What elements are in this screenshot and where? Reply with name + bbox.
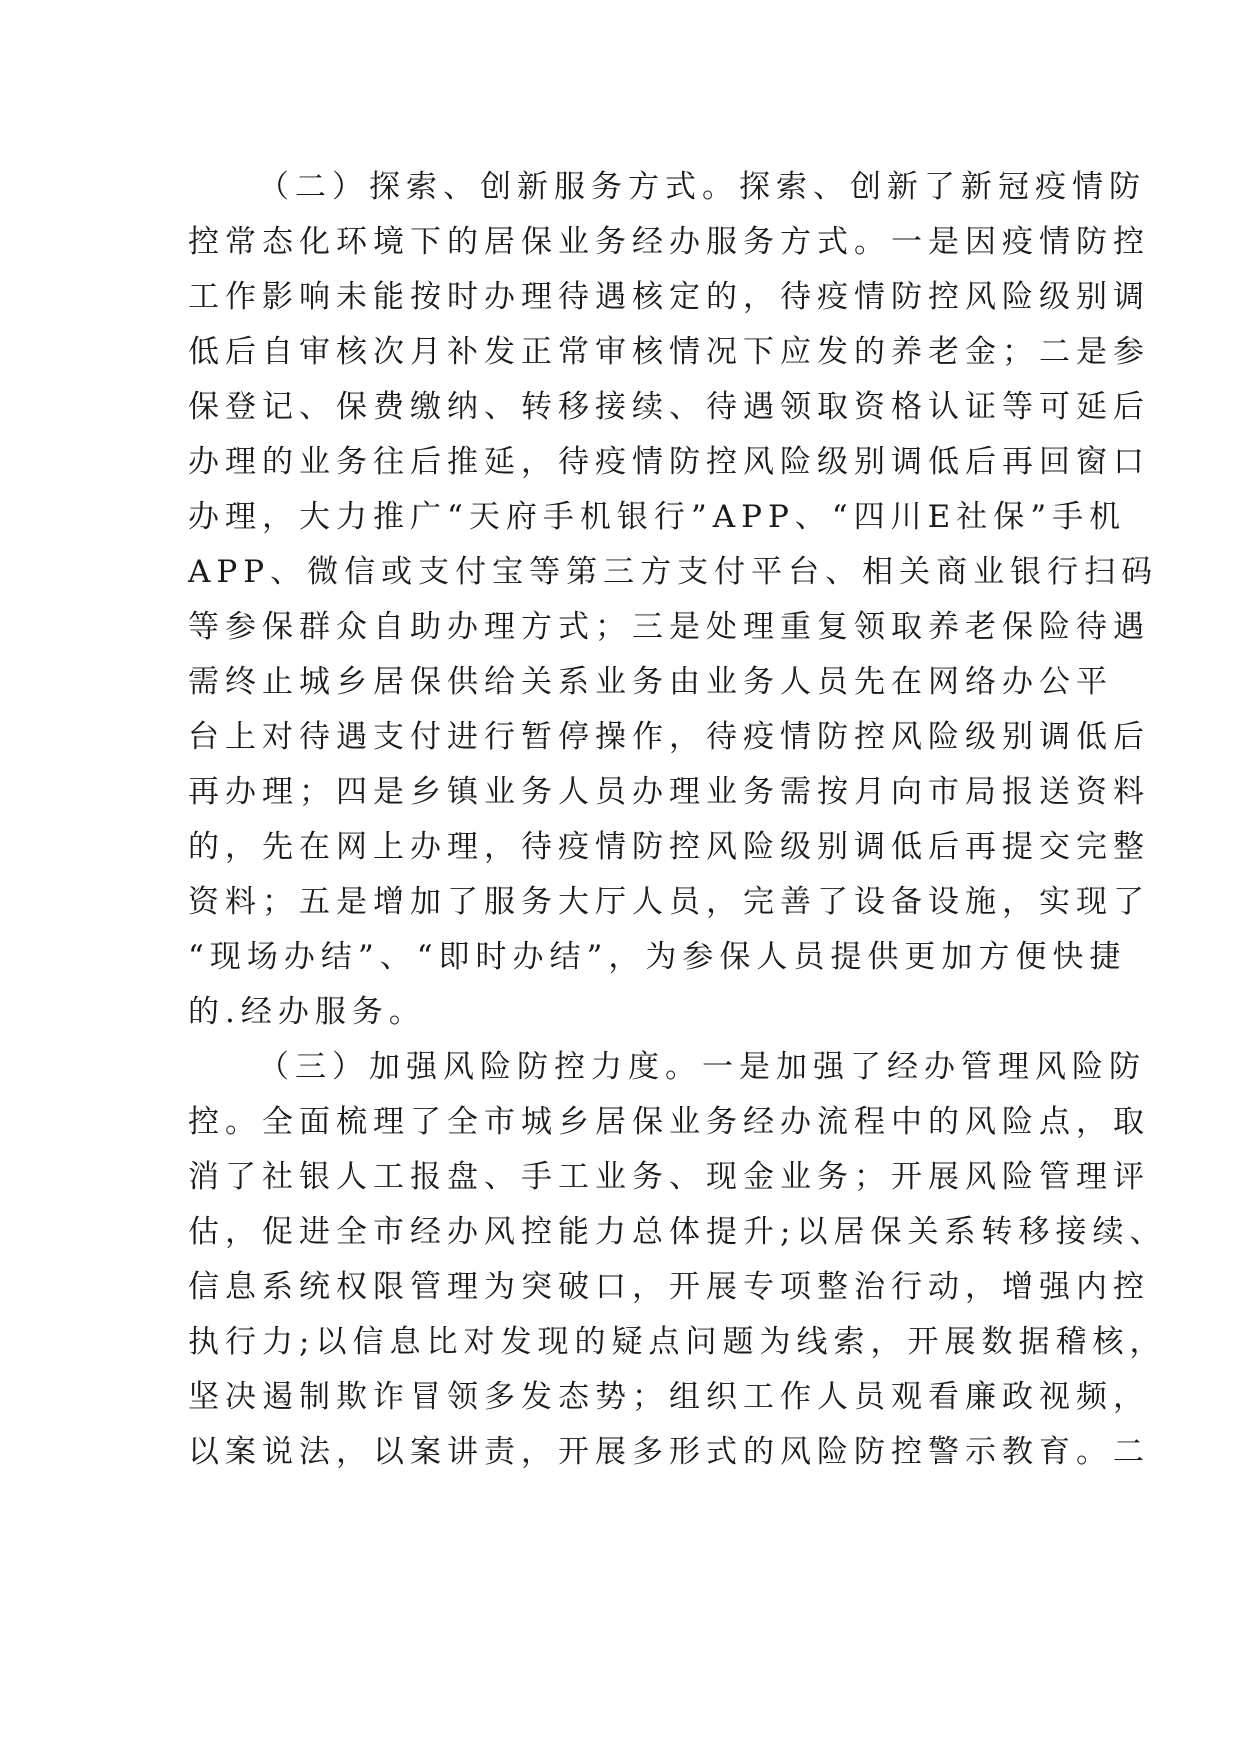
paragraph-line: 以案说法，以案讲责，开展多形式的风险防控警示教育。二 xyxy=(188,1434,1150,1470)
paragraph-line: 估，促进全市经办风控能力总体提升;以居保关系转移接续、 xyxy=(188,1214,1167,1250)
paragraph-line: 执行力;以信息比对发现的疑点问题为线索，开展数据稽核， xyxy=(188,1324,1167,1360)
paragraph-line: 低后自审核次月补发正常审核情况下应发的养老金；二是参 xyxy=(188,334,1150,370)
paragraph-risk-control xyxy=(188,1040,1167,1480)
paragraph-line: 保登记、保费缴纳、转移接续、待遇领取资格认证等可延后 xyxy=(188,389,1150,425)
paragraph-line: 消了社银人工报盘、手工业务、现金业务；开展风险管理评 xyxy=(188,1159,1150,1195)
paragraph-line: 需终止城乡居保供给关系业务由业务人员先在网络办公平 xyxy=(188,664,1113,700)
paragraph-line: 台上对待遇支付进行暂停操作，待疫情防控风险级别调低后 xyxy=(188,719,1150,755)
paragraph-service-innovation xyxy=(188,160,1159,1040)
paragraph-line: 办理，大力推广“天府手机银行”APP、“四川E社保”手机 xyxy=(188,499,1127,535)
paragraph-line: 的，先在网上办理，待疫情防控风险级别调低后再提交完整 xyxy=(188,829,1150,865)
paragraph-line: 控常态化环境下的居保业务经办服务方式。一是因疫情防控 xyxy=(188,224,1150,260)
paragraph-line: 等参保群众自助办理方式；三是处理重复领取养老保险待遇 xyxy=(188,609,1150,645)
paragraph-line: APP、微信或支付宝等第三方支付平台、相关商业银行扫码 xyxy=(188,554,1159,590)
paragraph-line: （二）探索、创新服务方式。探索、创新了新冠疫情防 xyxy=(258,169,1146,205)
paragraph-line: 工作影响未能按时办理待遇核定的，待疫情防控风险级别调 xyxy=(188,279,1150,315)
paragraph-line: 资料；五是增加了服务大厅人员，完善了设备设施，实现了 xyxy=(188,884,1150,920)
paragraph-line: 信息系统权限管理为突破口，开展专项整治行动，增强内控 xyxy=(188,1269,1150,1305)
paragraph-line: 坚决遏制欺诈冒领多发态势；组织工作人员观看廉政视频， xyxy=(188,1379,1150,1415)
document-body xyxy=(188,160,1167,1480)
paragraph-line: 办理的业务往后推延，待疫情防控风险级别调低后再回窗口 xyxy=(188,444,1150,480)
paragraph-line: 的.经办服务。 xyxy=(188,994,426,1030)
paragraph-line: 控。全面梳理了全市城乡居保业务经办流程中的风险点，取 xyxy=(188,1104,1150,1140)
paragraph-line: 再办理；四是乡镇业务人员办理业务需按月向市局报送资料 xyxy=(188,774,1150,810)
paragraph-line: （三）加强风险防控力度。一是加强了经办管理风险防 xyxy=(258,1049,1146,1085)
paragraph-line: “现场办结”、“即时办结”，为参保人员提供更加方便快捷 xyxy=(188,939,1127,975)
